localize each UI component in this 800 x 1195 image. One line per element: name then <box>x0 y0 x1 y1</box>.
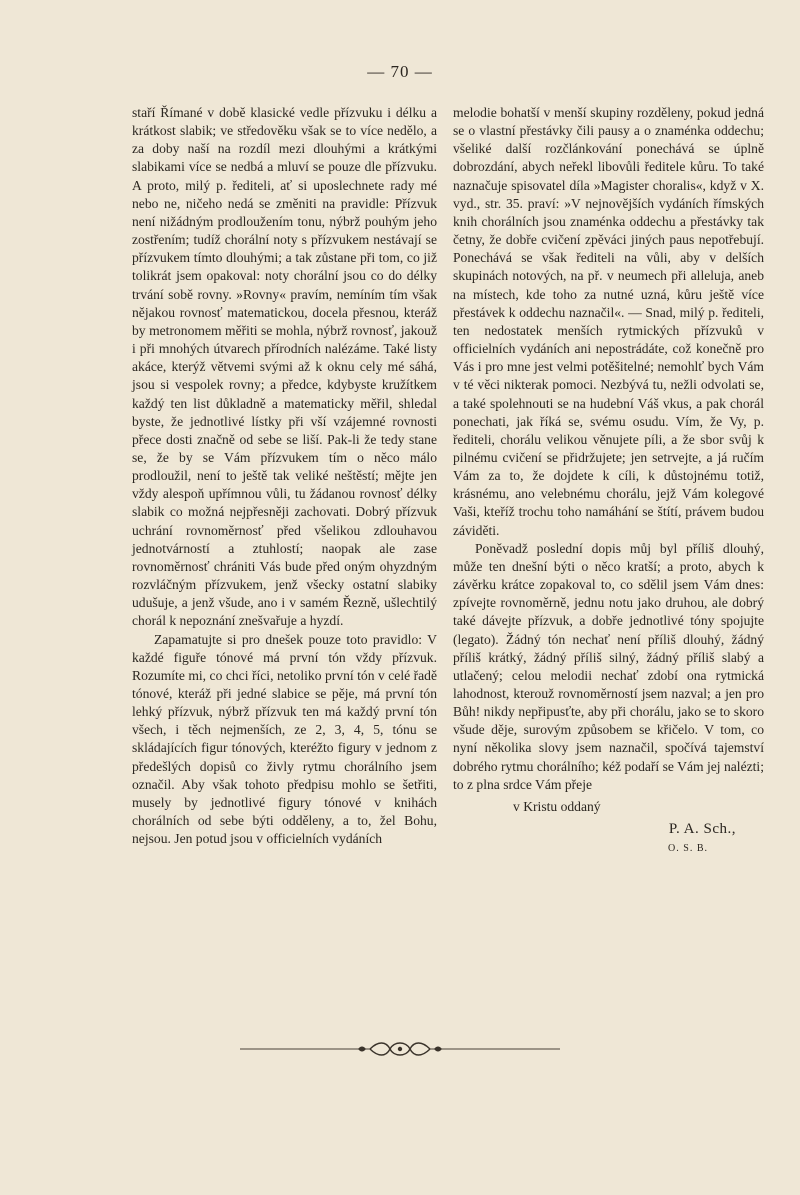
right-column <box>453 104 764 858</box>
right-paragraph-2: Poněvadž poslední dopis můj byl příliš dlouhý, může ten dnešní býti o něco kratší; a proto, abych k závěrku krátce zopakoval to, co sdělil jsem Vám dnes: zpívejte rovnoměrně, jednu notu jako druhou, ale dobrý také dávejte přízvuk, a dobře jednotlivé tóny spojujte (legato). Žádný tón nechať není příliš dlouhý, žádný příliš krátký, žádný příliš silný, žádný příliš slabý a utlačený; celou melodii nechať zdobí ona rytmická lahodnost, kterouž rovnoměrností jsem nazval; a jen pro Bůh! nikdy nepřipusťte, aby při chorálu, jako se to skoro všude děje, surovým způsobem se křičelo. V tom, co nyní několika slovy jsem naznačil, spočívá tajemství dobrého rytmu chorálního; kéž podaří se Vám jej nalézti; to z plna srdce Vám přeje <box>453 540 764 792</box>
decorative-divider-icon <box>240 1038 560 1060</box>
left-paragraph-2: Zapamatujte si pro dnešek pouze toto pravidlo: V každé figuře tónové má první tón vždy přízvuk. Rozumíte mi, co chci říci, netoliko první tón v celé řadě tónové, kteráž při jedné slabice se pěje, má první tón lehký přízvuk, nýbrž přízvuk ten má každý první tón všech, i těch nejmenších, ze 2, 3, 4, 5, tónu se skládajících figur tónových, kteréžto figury v jednom z předešlých dopisů co živly rytmu chorálního jsem označil. Aby však tohoto předpisu mohlo se šetřiti, musely by jednotlivé figury tónové v knihách chorálních od sebe býti odděleny, a to, žel Bohu, nejsou. Jen potud jsou v officielních vydáních <box>132 631 437 847</box>
right-paragraph-1: melodie bohatší v menší skupiny rozděleny, pokud jedná se o vlastní přestávky čili pausy a o znaménka oddechu; všeliké další rozčlánkování ponechává se úplně dobrozdání, abych neřekl libovůli ředitele kůru. To také naznačuje spisovatel díla »Magister choralis«, když v X. vyd., str. 35. praví: »V nejnovějších vydáních římských knih chorálních jsou znaménka oddechu a přestávky tak četny, že dobře cvičení zpěváci jiných paus nepotřebují. Ponechává se však řediteli na vůli, aby v delších skupinách notových, na př. v neumech při alleluja, aneb na místech, kde toho za nutné uzná, kůru ještě více přestávek k oddechu naznačil«. — Snad, milý p. řediteli, ten nedostatek menších rytmických přízvuků v officielních vydáních ani nepostrádáte, což konečně pro Vás i pro mne jest velmi potěšitelné; nemohlť bych Vám v té věci nikterak pomoci. Nezbývá tu, nežli odvolati se, a také spolehnouti se na hudební Váš vkus, a pak chorál ponechati, jak říká se, svému osudu. Vím, že Vy, p. řediteli, chorálu velikou věnujete píli, a že sbor svůj k pilnému cvičení se přidržujete; jen setrvejte, a já ručím Vám za to, že dojdete k cíli, k důstojnému totiž, krásnému, ano velebnému chorálu, jejž Vám kolegové Vaši, kteříž trochu toho namáhání se štítí, právem budou záviděti. <box>453 105 764 538</box>
signoff <box>453 798 764 858</box>
page-number: — 70 — <box>367 62 433 81</box>
religious-order: O. S. B. <box>668 843 708 855</box>
left-paragraph-1: staří Římané v době klasické vedle přízvuku i délku a krátkost slabik; ve středověku však se to více nedělo, a za doby naší na rozdíl mezi dlouhými a krátkými slabikami více se nedbá a mluví se pouze dle přízvuku. A proto, milý p. řediteli, ať si uposlechnete rady mé nebo ne, ničeho nedá se změniti na pravidle: Přízvuk není nižádným prodloužením tonu, nýbrž pouhým jeho zostřením; tudíž chorální noty s přízvukem nestávají se přízvukem tímto dlouhými; a tak zůstane při tom, co již tolikrát jsem opakoval: noty chorální jsou co do délky trvání sobě rovny. »Rovny« pravím, nemíním tím však nějakou rovnosť matematickou, docela přesnou, kteráž by metronomem měřiti se mohla, nýbrž rovnosť, jakouž i při mnohých útvarech přírodních nalézáme. Také listy akáce, kterýž větvemi svými až k oknu cely mé sáhá, jsou si vespolek rovny; a předce, kdybyste kružítkem každý ten list důkladně a matematicky měřil, shledal byste, že jednotlivé lístky při vší vzájemné rovnosti přece dosti značně od sebe se liší. Pak-li že tedy stane se, že by se Vám přízvukem tím o něco málo prodloužil, není to ještě tak veliké neštěstí; mějte jen vždy alespoň upřímnou vůli, tu žádanou rovnosť délky slabik co možná nejpřesněji zachovati. Dobrý přízvuk uchrání rovnoměrnosť před všelikou zdlouhavou jednotvárností a ztuhlostí; naopak ale zase rovnoměrnosť chrániti Vás bude před oným ohyzdným rozvláčným přízvukem, jenž všecky ostatní slabiky udušuje, a jenž všude, ano i v samém Řezně, ušlechtilý chorál k nepoznání znešvařuje a hyzdí. <box>132 105 437 629</box>
closing-text: v Kristu oddaný <box>513 798 601 814</box>
signature: P. A. Sch., <box>668 821 736 838</box>
left-column <box>132 104 437 848</box>
